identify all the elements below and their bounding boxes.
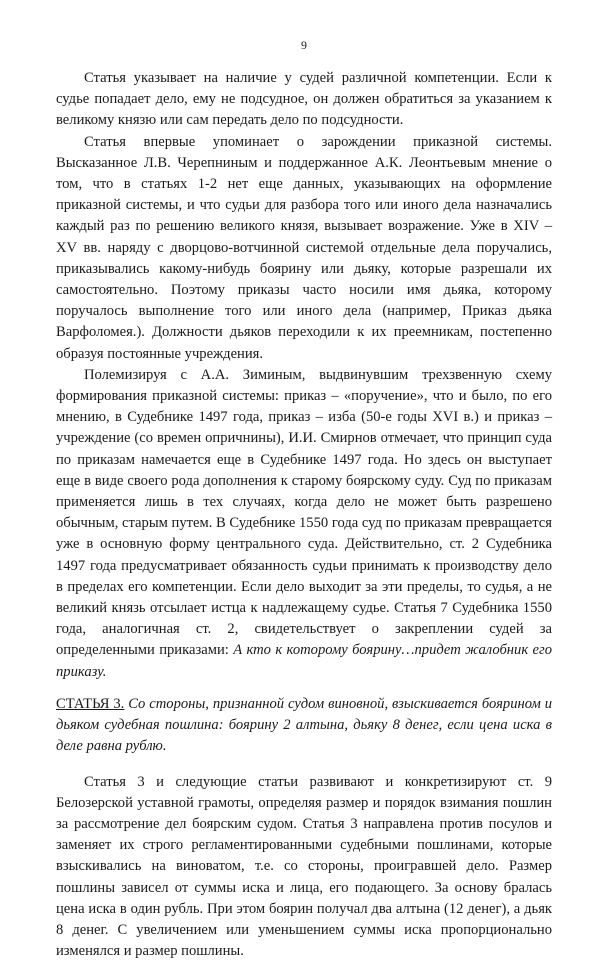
- paragraph-2: Статья впервые упоминает о зарождении приказной системы. Высказанное Л.В. Черепниным и поддержанное А.К. Леонтьевым мнение о том, что в статьях 1-2 нет еще данных, указывающих на оформление приказной системы, и что судьи для разбора того или иного дела назначались каждый раз по решению великого князя, вызывает возражение. Уже в XIV – XV вв. наряду с дворцово-вотчинной системой отдельные дела поручались, приказывались какому-нибудь боярину или дьяку, которые разрешали их самостоятельно. Поэтому приказы часто носили имя дьяка, которому поручалось выполнение того или иного дела (например, Приказ дьяка Варфоломея.). Должности дьяков переходили к их преемникам, постепенно образуя постоянные учреждения.: [56, 132, 552, 365]
- paragraph-1: Статья указывает на наличие у судей различной компетенции. Если к судье попадает дело, ему не подсудное, он должен обратиться за указанием к великому князю или сам передать дело по подсудности.: [56, 68, 552, 132]
- paragraph-3-text: Полемизируя с А.А. Зиминым, выдвинувшим трехзвенную схему формирования приказной системы: приказ – «поручение», что и было, по его мнению, в Судебнике 1497 года, приказ – изба (50-е годы XVI в.) и приказ – учреждение (со времен опричнины), И.И. Смирнов отмечает, что принцип суда по приказам намечается еще в Судебнике 1497 года. Но здесь он выступает еще в виде своего рода дополнения к старому боярскому суду. Суд по приказам применяется лишь в тех случаях, когда дело не может быть разрешено обычным, старым путем. В Судебнике 1550 года суд по приказам превращается уже в основную форму центрального суда. Действительно, ст. 2 Судебника 1497 года предусматривает обязанность судьи принимать к производству дело в пределах его компетенции. Если дело выходит за эти пределы, то судья, а не великий князь отсылает истца к надлежащему судье. Статья 7 Судебника 1550 года, аналогичная ст. 2, свидетельствует о закреплении судей за определенными приказами:: [56, 367, 552, 659]
- article-3-label: СТАТЬЯ 3.: [56, 696, 124, 712]
- paragraph-3: [56, 365, 552, 683]
- article-3-heading: [56, 694, 552, 758]
- article-3-text: Со стороны, признанной судом виновной, взыскивается боярином и дьяком судебная пошлина: боярину 2 алтына, дьяку 8 денег, если цена иска в деле равна рублю.: [56, 696, 552, 754]
- sudebnik-quote: А кто к которому боярину…придет жалобник его приказу.: [56, 642, 552, 679]
- paragraph-4: Статья 3 и следующие статьи развивают и конкретизируют ст. 9 Белозерской уставной грамоты, определяя размер и порядок взимания пошлин за рассмотрение дел боярским судом. Статья 3 направлена против посулов и заменяет их строго регламентированными судебными пошлинами, которые взыскивались на виноватом, т.е. со стороны, проигравшей дело. Размер пошлины зависел от суммы иска и лица, его подающего. За основу бралась цена иска в один рубль. При этом боярин получал два алтына (12 денег), а дьяк 8 денег. С увеличением или уменьшением суммы иска пропорционально изменялся и размер пошлины.: [56, 772, 552, 962]
- page-number: 9: [56, 38, 552, 52]
